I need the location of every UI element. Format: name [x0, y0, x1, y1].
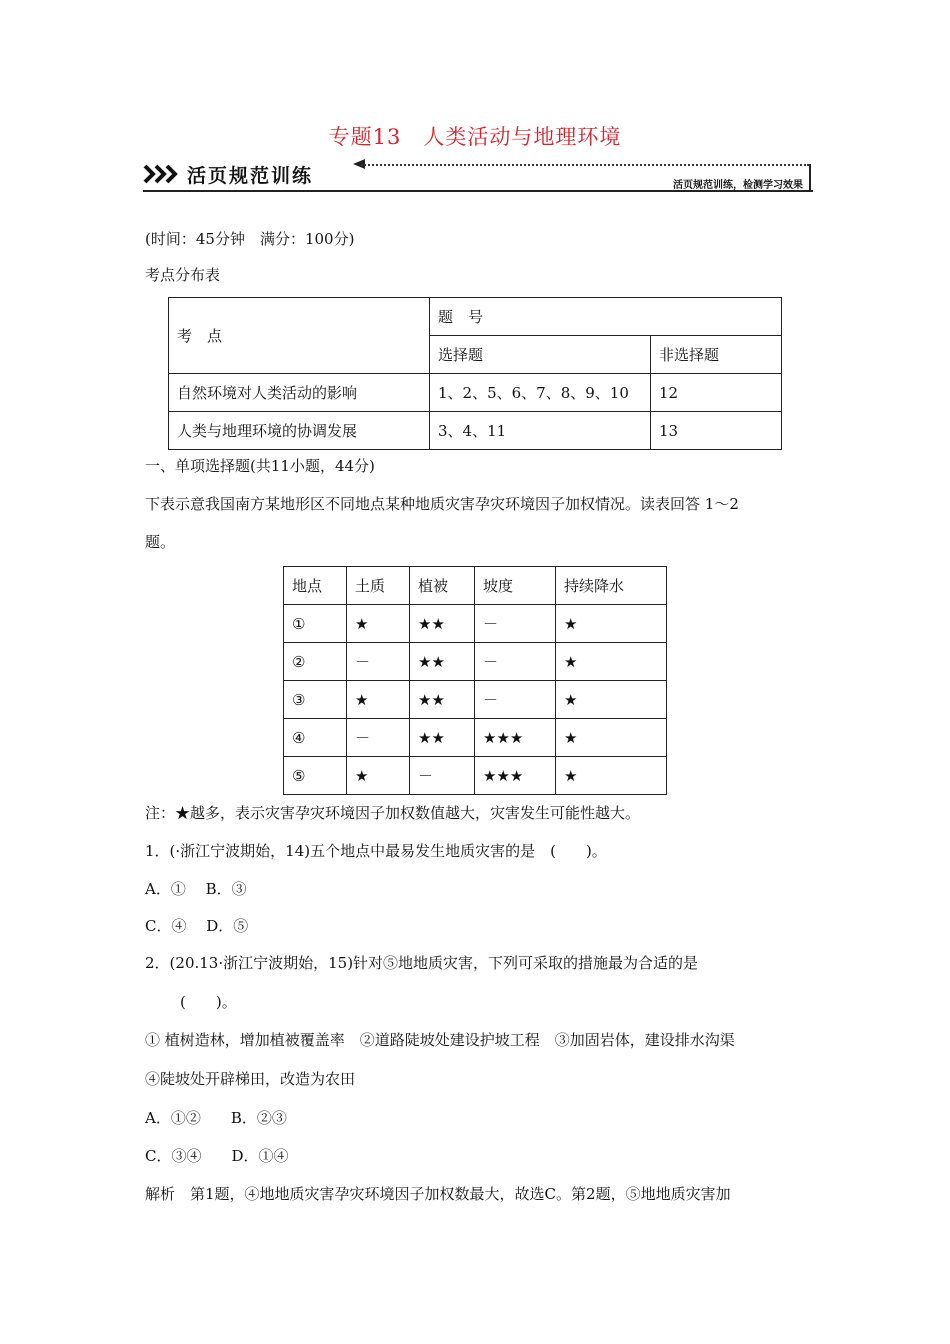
cell: ③	[284, 681, 347, 719]
exam-info: (时间：45分钟 满分：100分)	[145, 230, 355, 248]
cell-topic: 自然环境对人类活动的影响	[169, 374, 430, 412]
cell: －	[475, 643, 556, 681]
question-2: 2．(20.13·浙江宁波期始，15)针对⑤地地质灾害，下列可采取的措施最为合适的是	[145, 954, 699, 972]
hazard-factor-table	[283, 566, 667, 795]
intro-text-cont: 题。	[145, 533, 176, 551]
question-1: 1．(·浙江宁波期始，14)五个地点中最易发生地质灾害的是 ( )。	[145, 842, 607, 860]
table-row	[284, 719, 667, 757]
question-1-options-cd: C．④ D．⑤	[145, 917, 249, 935]
header-nonchoice: 非选择题	[651, 336, 782, 374]
cell: ⑤	[284, 757, 347, 795]
question-1-options-ab: A．① B．③	[145, 880, 247, 898]
cell-choice: 1、2、5、6、7、8、9、10	[430, 374, 651, 412]
cell: ★★★	[475, 757, 556, 795]
header-cell: 土质	[347, 567, 410, 605]
question-2-options-cd: C．③④ D．①④	[145, 1147, 289, 1165]
table1-caption: 考点分布表	[145, 266, 221, 284]
table-row	[169, 374, 782, 412]
header-choice: 选择题	[430, 336, 651, 374]
cell: ★	[556, 643, 667, 681]
cell: ★★	[410, 643, 475, 681]
question-2-statement-4: ④陡坡处开辟梯田，改造为农田	[145, 1070, 356, 1088]
cell: ★	[556, 605, 667, 643]
cell: －	[475, 605, 556, 643]
intro-text: 下表示意我国南方某地形区不同地点某种地质灾害孕灾环境因子加权情况。读表回答 1～2	[145, 495, 739, 513]
analysis-text: 解析 第1题，④地地质灾害孕灾环境因子加权数最大，故选C。第2题，⑤地地质灾害加	[145, 1185, 731, 1203]
cell: －	[410, 757, 475, 795]
cell: ★★	[410, 605, 475, 643]
cell: ★	[347, 681, 410, 719]
cell: ④	[284, 719, 347, 757]
banner-label: 活页规范训练	[187, 165, 314, 187]
cell-nonchoice: 13	[651, 412, 782, 450]
table-note: 注：★越多，表示灾害孕灾环境因子加权数值越大，灾害发生可能性越大。	[145, 804, 641, 822]
cell-nonchoice: 12	[651, 374, 782, 412]
section-banner	[143, 160, 813, 194]
header-cell: 地点	[284, 567, 347, 605]
cell: ★★	[410, 719, 475, 757]
cell: ★	[556, 719, 667, 757]
cell: ★★	[410, 681, 475, 719]
cell: －	[475, 681, 556, 719]
cell-topic: 人类与地理环境的协调发展	[169, 412, 430, 450]
dotted-rule	[361, 164, 809, 166]
table-row	[284, 605, 667, 643]
header-cell: 坡度	[475, 567, 556, 605]
cell: ①	[284, 605, 347, 643]
question-2-statements: ① 植树造林，增加植被覆盖率 ②道路陡坡处建设护坡工程 ③加固岩体，建设排水沟渠	[145, 1031, 735, 1049]
cell: ★★★	[475, 719, 556, 757]
chevron-right-icon	[143, 163, 181, 185]
question-2-paren: ( )。	[180, 993, 237, 1011]
banner-tick	[809, 164, 811, 192]
cell: ★	[556, 757, 667, 795]
table-row	[284, 757, 667, 795]
header-kaodian: 考 点	[169, 298, 430, 374]
cell: －	[347, 643, 410, 681]
banner-note: 活页规范训练，检测学习效果	[673, 180, 803, 191]
cell: ★	[347, 605, 410, 643]
cell-choice: 3、4、11	[430, 412, 651, 450]
cell: ②	[284, 643, 347, 681]
header-tihao: 题 号	[430, 298, 782, 336]
cell: －	[347, 719, 410, 757]
table-header-row	[284, 567, 667, 605]
header-cell: 植被	[410, 567, 475, 605]
table-row	[284, 643, 667, 681]
question-2-options-ab: A．①② B．②③	[145, 1109, 287, 1127]
cell: ★	[347, 757, 410, 795]
table-row	[284, 681, 667, 719]
section-heading: 一、单项选择题(共11小题，44分)	[145, 457, 375, 475]
cell: ★	[556, 681, 667, 719]
topic-distribution-table	[168, 297, 782, 450]
page-title: 专题13 人类活动与地理环境	[328, 125, 622, 149]
table-row	[169, 412, 782, 450]
header-cell: 持续降水	[556, 567, 667, 605]
